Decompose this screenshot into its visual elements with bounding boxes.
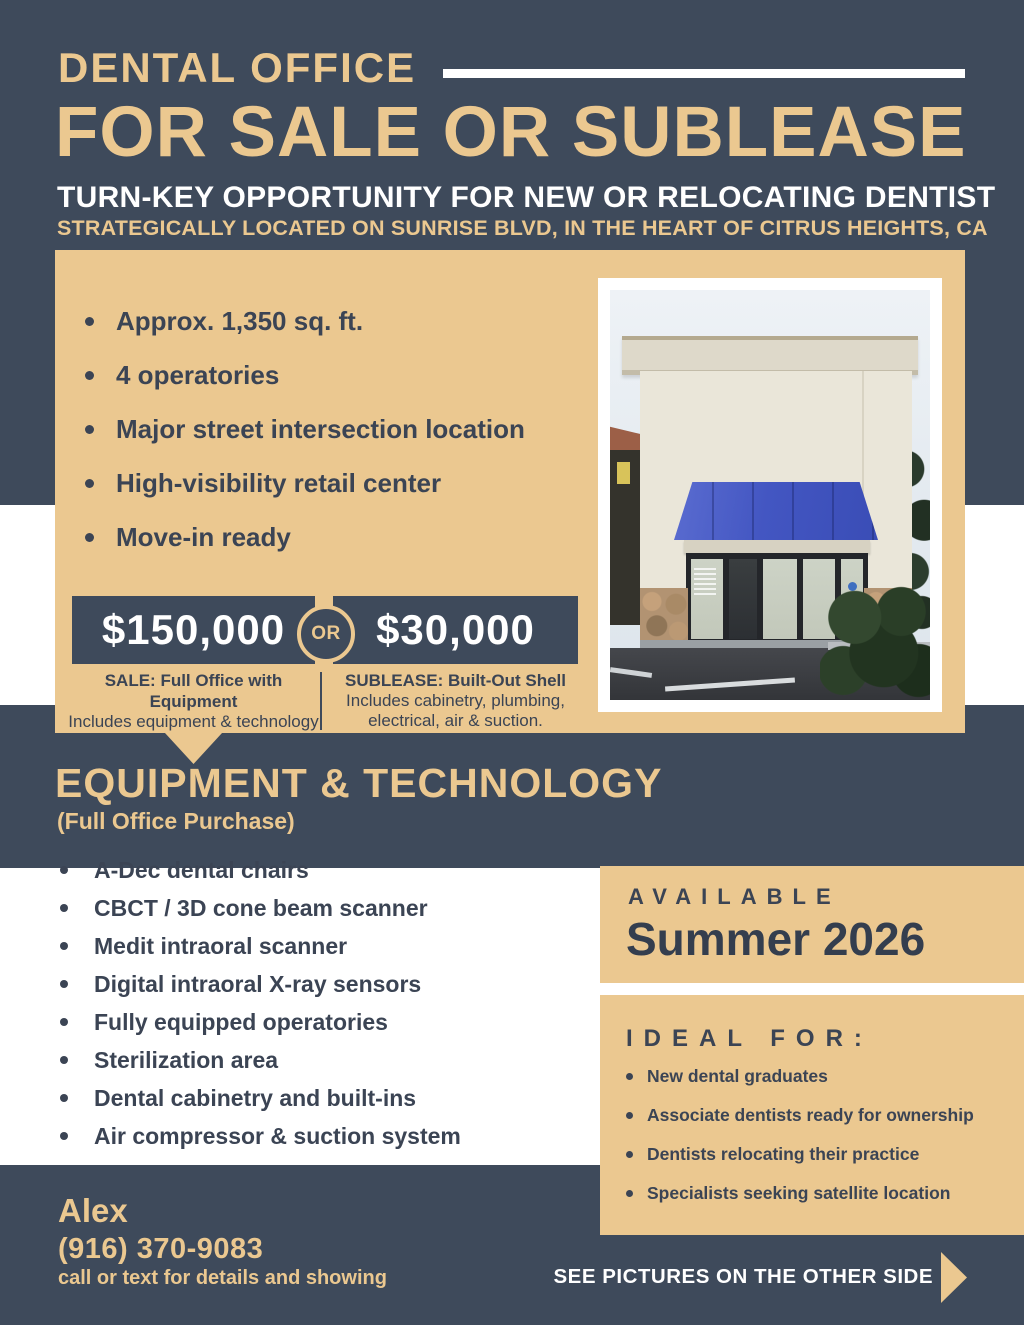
sublease-description-line1: Includes cabinetry, plumbing,	[346, 691, 565, 710]
contact-phone: (916) 370-9083	[58, 1233, 264, 1265]
highlight-item	[85, 522, 525, 552]
storefront-photo-image	[610, 290, 930, 700]
bullet-icon	[85, 479, 94, 488]
sublease-details	[327, 670, 584, 731]
equipment-label: Dental cabinetry and built-ins	[94, 1085, 417, 1111]
equipment-item	[60, 896, 461, 920]
bullet-icon	[626, 1073, 633, 1080]
highlight-item	[85, 360, 525, 390]
storefront-photo	[598, 278, 942, 712]
bullet-icon	[60, 1132, 68, 1140]
bullet-icon	[626, 1151, 633, 1158]
equipment-item	[60, 1124, 461, 1148]
availability-box	[600, 866, 1024, 983]
ideal-for-item	[626, 1184, 974, 1202]
sublease-title: SUBLEASE: Built-Out Shell	[345, 671, 566, 690]
sale-details	[62, 670, 325, 732]
ideal-for-item	[626, 1145, 974, 1163]
sale-title: SALE: Full Office with Equipment	[104, 671, 283, 711]
highlight-label: Move-in ready	[116, 522, 291, 552]
page-title: FOR SALE OR SUBLEASE	[55, 93, 967, 172]
building-cornice	[622, 336, 918, 375]
bullet-icon	[60, 866, 68, 874]
sublease-price: $30,000	[376, 606, 535, 653]
equipment-item	[60, 934, 461, 958]
bullet-icon	[60, 904, 68, 912]
sublease-price-bar	[333, 596, 578, 664]
see-pictures-cta: SEE PICTURES ON THE OTHER SIDE	[553, 1265, 933, 1288]
ideal-for-item	[626, 1067, 974, 1085]
sale-description: Includes equipment & technology	[68, 712, 319, 731]
contact-note: call or text for details and showing	[58, 1267, 387, 1289]
availability-label: AVAILABLE	[628, 884, 841, 909]
bullet-icon	[626, 1190, 633, 1197]
sale-price-bar	[72, 596, 315, 664]
ideal-for-item	[626, 1106, 974, 1124]
ideal-for-label: Associate dentists ready for ownership	[647, 1105, 974, 1125]
glass-panel	[763, 559, 797, 639]
equipment-label: Medit intraoral scanner	[94, 933, 348, 959]
equipment-label: Fully equipped operatories	[94, 1009, 388, 1035]
equipment-item	[60, 1086, 461, 1110]
highlight-item	[85, 468, 525, 498]
equipment-label: Digital intraoral X-ray sensors	[94, 971, 422, 997]
sublease-description-line2: electrical, air & suction.	[368, 711, 543, 730]
ideal-for-label: New dental graduates	[647, 1066, 828, 1086]
bullet-icon	[85, 425, 94, 434]
highlight-label: Major street intersection location	[116, 414, 525, 444]
equipment-label: CBCT / 3D cone beam scanner	[94, 895, 428, 921]
ideal-for-label: Dentists relocating their practice	[647, 1144, 920, 1164]
equipment-item	[60, 1048, 461, 1072]
window-lettering	[694, 568, 716, 598]
availability-value: Summer 2026	[626, 913, 926, 965]
highlight-label: Approx. 1,350 sq. ft.	[116, 306, 364, 336]
ideal-for-list	[626, 1067, 974, 1202]
equipment-item	[60, 858, 461, 882]
price-divider	[320, 672, 322, 730]
ideal-for-label: Specialists seeking satellite location	[647, 1183, 951, 1203]
equipment-label: A-Dec dental chairs	[94, 857, 309, 883]
contact-name: Alex	[58, 1192, 128, 1229]
equipment-subtitle: (Full Office Purchase)	[57, 808, 295, 834]
highlight-item	[85, 306, 525, 336]
bullet-icon	[60, 942, 68, 950]
equipment-title: EQUIPMENT & TECHNOLOGY	[55, 760, 663, 806]
ideal-for-box	[600, 995, 1024, 1235]
bullet-icon	[60, 1056, 68, 1064]
or-badge: OR	[297, 605, 355, 663]
ideal-for-title: IDEAL FOR:	[626, 1025, 873, 1052]
bullet-icon	[626, 1112, 633, 1119]
page-subtitle: TURN-KEY OPPORTUNITY FOR NEW OR RELOCATING DENTIST	[57, 181, 996, 214]
bullet-icon	[60, 1094, 68, 1102]
highlights-list	[85, 306, 525, 552]
bullet-icon	[60, 980, 68, 988]
header-rule	[443, 69, 965, 78]
highlight-item	[85, 414, 525, 444]
bullet-icon	[85, 371, 94, 380]
equipment-item	[60, 972, 461, 996]
entry-soffit	[684, 540, 870, 553]
highlight-label: 4 operatories	[116, 360, 280, 390]
equipment-label: Air compressor & suction system	[94, 1123, 461, 1149]
sale-price: $150,000	[101, 606, 286, 653]
equipment-list	[60, 858, 461, 1148]
stone-pillar-base	[640, 588, 688, 642]
highlight-label: High-visibility retail center	[116, 468, 442, 498]
bullet-icon	[60, 1018, 68, 1026]
location-line: STRATEGICALLY LOCATED ON SUNRISE BLVD, IN THE HEART OF CITRUS HEIGHTS, CA	[57, 216, 988, 240]
equipment-item	[60, 1010, 461, 1034]
neighbor-sign	[617, 462, 630, 484]
bullet-icon	[85, 317, 94, 326]
kicker-text: DENTAL OFFICE	[58, 44, 417, 91]
equipment-label: Sterilization area	[94, 1047, 279, 1073]
entry-door	[729, 559, 757, 639]
bullet-icon	[85, 533, 94, 542]
awning-seams	[674, 482, 878, 540]
bush	[820, 582, 930, 700]
